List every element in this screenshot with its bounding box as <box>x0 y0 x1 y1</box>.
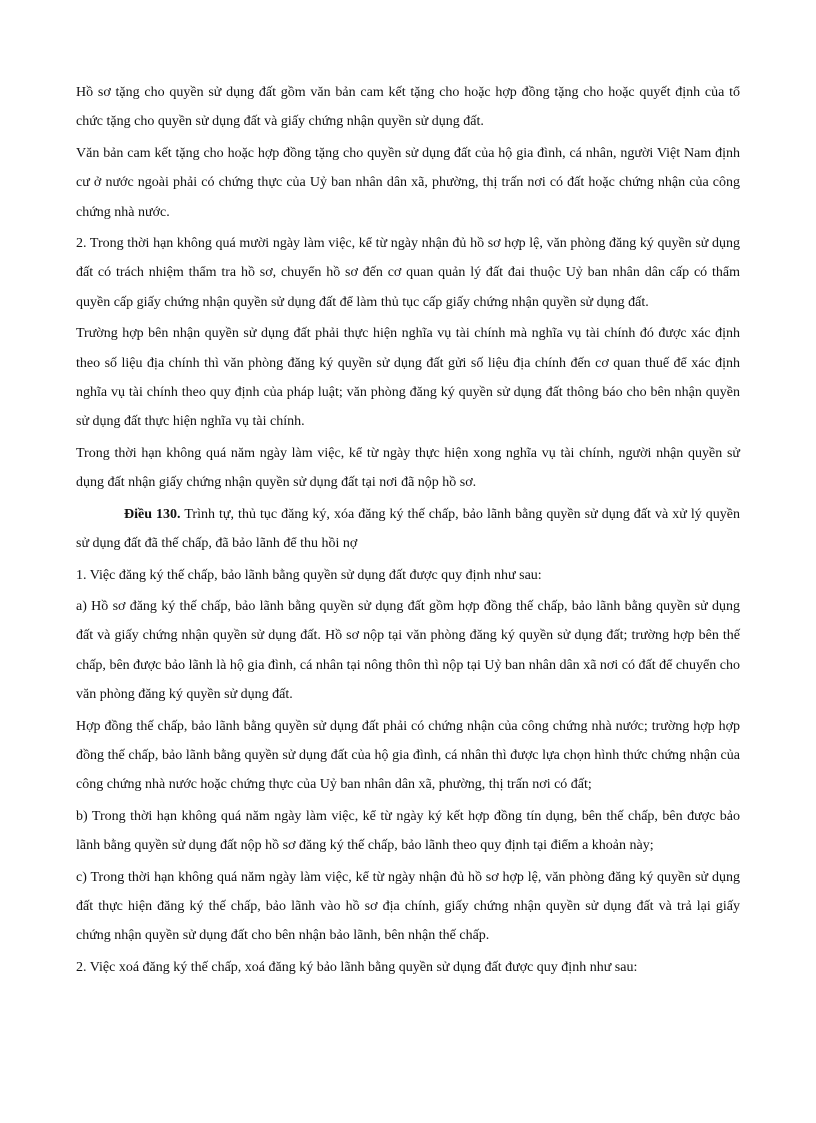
article-heading <box>76 500 740 559</box>
paragraph-11: 2. Việc xoá đăng ký thế chấp, xoá đăng ký bảo lãnh bằng quyền sử dụng đất được quy định như sau: <box>76 959 638 975</box>
paragraph-6: 1. Việc đăng ký thế chấp, bảo lãnh bằng quyền sử dụng đất được quy định như sau: <box>76 567 542 583</box>
paragraph-7: a) Hồ sơ đăng ký thế chấp, bảo lãnh bằng quyền sử dụng đất gồm hợp đồng thế chấp, bảo lãnh bằng quyền sử dụng đất và giấy chứng nhận quyền sử dụng đất. Hồ sơ nộp tại văn phòng đăng ký quyền sử dụng đất; trường hợp bên thế chấp, bên được bảo lãnh là hộ gia đình, cá nhân tại nông thôn thì nộp tại Uỷ ban nhân dân xã nơi có đất để chuyển cho văn phòng đăng ký quyền sử dụng đất. <box>76 598 740 703</box>
paragraph-1: Hồ sơ tặng cho quyền sử dụng đất gồm văn bản cam kết tặng cho hoặc hợp đồng tặng cho hoặc quyết định của tổ chức tặng cho quyền sử dụng đất và giấy chứng nhận quyền sử dụng đất. <box>76 85 740 130</box>
document-page <box>76 78 740 984</box>
article-title: Trình tự, thủ tục đăng ký, xóa đăng ký thế chấp, bảo lãnh bằng quyền sử dụng đất và xử lý quyền sử dụng đất đã thế chấp, đã bảo lãnh để thu hồi nợ <box>76 506 741 552</box>
paragraph-5: Trong thời hạn không quá năm ngày làm việc, kể từ ngày thực hiện xong nghĩa vụ tài chính, người nhận quyền sử dụng đất nhận giấy chứng nhận quyền sử dụng đất tại nơi đã nộp hồ sơ. <box>76 445 740 491</box>
paragraph-4: Trường hợp bên nhận quyền sử dụng đất phải thực hiện nghĩa vụ tài chính mà nghĩa vụ tài chính đó được xác định theo số liệu địa chính thì văn phòng đăng ký quyền sử dụng đất gửi số liệu địa chính đến cơ quan thuế để xác định nghĩa vụ tài chính theo quy định của pháp luật; văn phòng đăng ký quyền sử dụng đất thông báo cho bên nhận quyền sử dụng đất thực hiện nghĩa vụ tài chính. <box>76 326 740 430</box>
paragraph-2: Văn bản cam kết tặng cho hoặc hợp đồng tặng cho quyền sử dụng đất của hộ gia đình, cá nhân, người Việt Nam định cư ở nước ngoài phải có chứng thực của Uỷ ban nhân dân xã, phường, thị trấn nơi có đất hoặc chứng nhận của công chứng nhà nước. <box>76 145 740 220</box>
paragraph-8: Hợp đồng thế chấp, bảo lãnh bằng quyền sử dụng đất phải có chứng nhận của công chứng nhà nước; trường hợp hợp đồng thế chấp, bảo lãnh bằng quyền sử dụng đất của hộ gia đình, cá nhân thì được lựa chọn hình thức chứng nhận của công chứng nhà nước hoặc chứng thực của Uỷ ban nhân dân xã, phường, thị trấn nơi có đất; <box>76 718 740 793</box>
paragraph-9: b) Trong thời hạn không quá năm ngày làm việc, kể từ ngày ký kết hợp đồng tín dụng, bên thế chấp, bên được bảo lãnh bằng quyền sử dụng đất nộp hồ sơ đăng ký thế chấp, bảo lãnh theo quy định tại điểm a khoản này; <box>76 808 740 854</box>
paragraph-3: 2. Trong thời hạn không quá mười ngày làm việc, kể từ ngày nhận đủ hồ sơ hợp lệ, văn phòng đăng ký quyền sử dụng đất có trách nhiệm thẩm tra hồ sơ, chuyển hồ sơ đến cơ quan quản lý đất đai thuộc Uỷ ban nhân dân cấp có thẩm quyền cấp giấy chứng nhận quyền sử dụng đất để làm thủ tục cấp giấy chứng nhận quyền sử dụng đất. <box>76 236 740 310</box>
article-label: Điều 130. <box>124 506 181 522</box>
paragraph-10: c) Trong thời hạn không quá năm ngày làm việc, kể từ ngày nhận đủ hồ sơ hợp lệ, văn phòng đăng ký quyền sử dụng đất thực hiện đăng ký thế chấp, bảo lãnh vào hồ sơ địa chính, giấy chứng nhận quyền sử dụng đất và trả lại giấy chứng nhận quyền sử dụng đất cho bên nhận bảo lãnh, bên nhận thế chấp. <box>76 869 740 944</box>
